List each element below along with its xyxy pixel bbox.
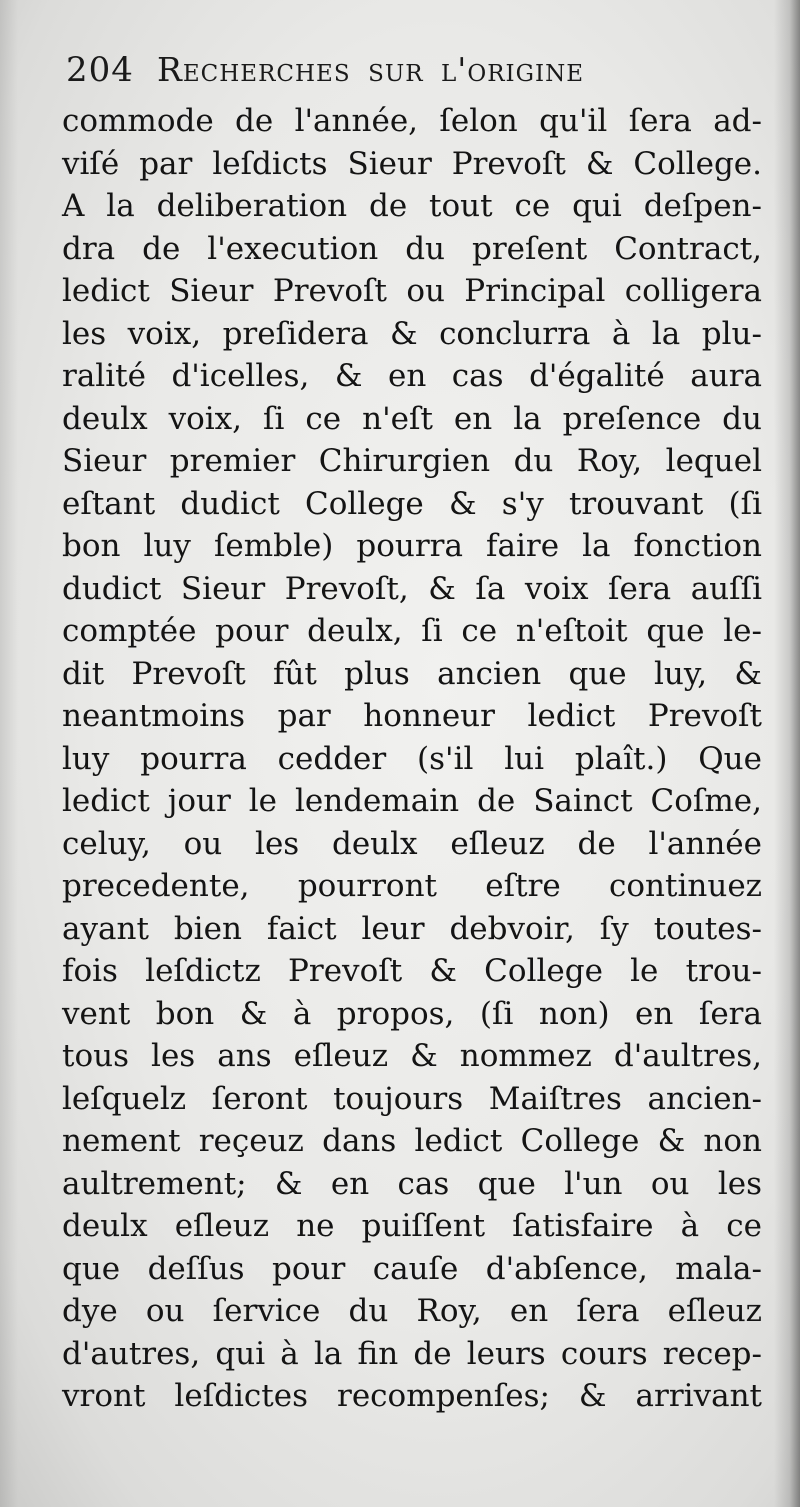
running-title: Recherches sur l'origine xyxy=(157,50,585,89)
text-line-7: ralité d'icelles, & en cas d'égalité aura xyxy=(62,358,762,394)
text-line-31: vront leſdictes recompenſes; & arrivant xyxy=(62,1378,762,1414)
text-line-12: dudict Sieur Prevoſt, & ſa voix ſera auſſi xyxy=(62,570,762,607)
text-line-9: Sieur premier Chirurgien du Roy, lequel xyxy=(62,443,762,479)
text-line-8: deulx voix, ſi ce n'eſt en la preſence du xyxy=(62,400,762,437)
text-line-26: aultrement; & en cas que l'un ou les xyxy=(62,1165,762,1202)
text-line-5: ledict Sieur Prevoſt ou Principal colligera xyxy=(62,273,762,309)
page-left-shadow xyxy=(0,0,18,1507)
text-line-28: que deſſus pour cauſe d'abſence, mala- xyxy=(62,1250,762,1287)
page-right-shadow xyxy=(774,0,800,1507)
text-line-30: d'autres, qui à la fin de leurs cours recep- xyxy=(62,1335,762,1372)
running-head xyxy=(66,50,766,102)
text-line-1: commode de l'année, ſelon qu'il ſera ad- xyxy=(62,103,762,139)
text-line-3: A la deliberation de tout ce qui deſpen- xyxy=(62,188,762,224)
text-line-18: celuy, ou les deulx eſleuz de l'année xyxy=(62,825,762,862)
text-line-20: ayant bien faict leur debvoir, ſy toutes- xyxy=(62,910,762,947)
text-line-27: deulx eſleuz ne puiſſent ſatisfaire à ce xyxy=(62,1208,762,1244)
page-number: 204 xyxy=(66,50,134,90)
text-line-21: fois leſdictz Prevoſt & College le trou- xyxy=(62,953,762,989)
text-line-17: ledict jour le lendemain de Sainct Coſme, xyxy=(62,783,762,819)
text-line-11: bon luy ſemble) pourra faire la fonction xyxy=(62,528,762,564)
text-line-14: dit Prevoſt fût plus ancien que luy, & xyxy=(62,655,762,692)
text-line-24: leſquelz ſeront toujours Maiſtres ancien- xyxy=(62,1080,762,1117)
text-line-25: nement reçeuz dans ledict College & non xyxy=(62,1123,762,1159)
text-line-16: luy pourra cedder (s'il lui plaît.) Que xyxy=(62,740,762,777)
text-line-23: tous les ans eſleuz & nommez d'aultres, xyxy=(62,1038,762,1074)
text-line-13: comptée pour deulx, ſi ce n'eſtoit que le- xyxy=(62,613,762,649)
text-line-10: eſtant dudict College & s'y trouvant (ſi xyxy=(62,485,762,522)
text-line-29: dye ou ſervice du Roy, en ſera eſleuz xyxy=(62,1293,762,1329)
text-line-22: vent bon & à propos, (ſi non) en ſera xyxy=(62,995,762,1032)
text-line-4: dra de l'execution du preſent Contract, xyxy=(62,230,762,267)
text-line-6: les voix, preſidera & conclurra à la plu- xyxy=(62,315,762,352)
text-line-15: neantmoins par honneur ledict Prevoſt xyxy=(62,698,762,734)
text-line-19: precedente, pourront eſtre continuez xyxy=(62,868,762,904)
text-line-2: viſé par leſdicts Sieur Prevoſt & College. xyxy=(62,145,762,182)
body-text xyxy=(62,100,762,1418)
